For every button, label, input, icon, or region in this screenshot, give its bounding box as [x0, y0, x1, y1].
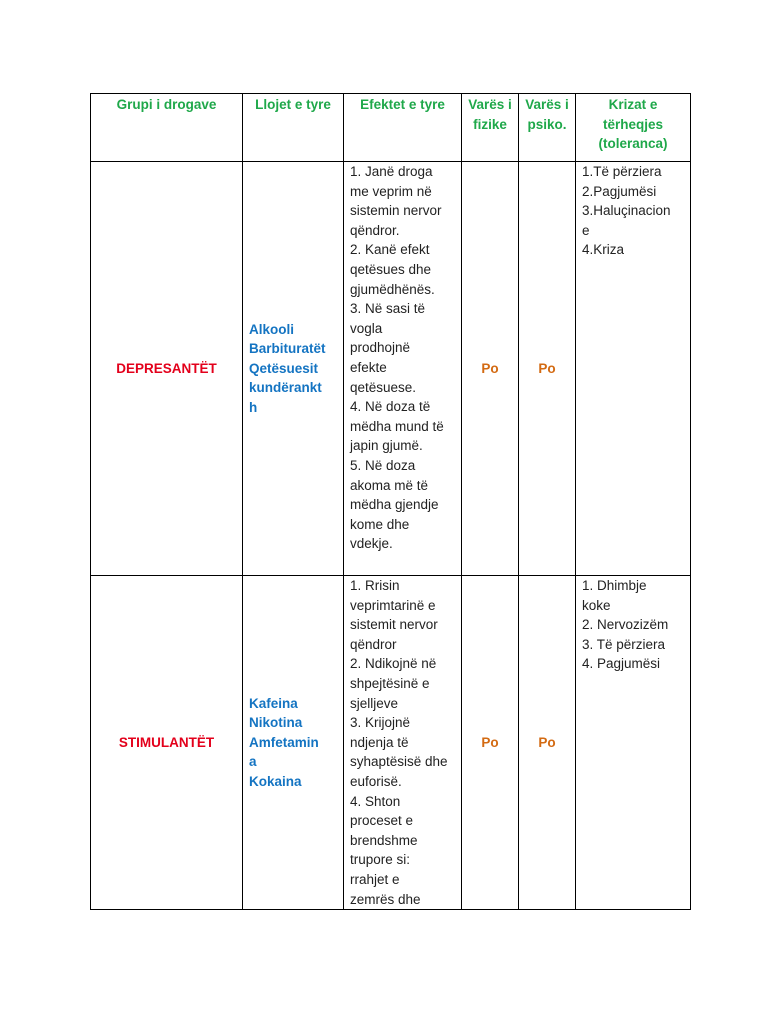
cell-line: 1.Të përziera [582, 164, 662, 179]
cell-line: brendshme [350, 832, 418, 848]
cell-line: 4. Pagjumësi [582, 656, 661, 672]
cell-line: syhaptësisë dhe [350, 754, 448, 770]
cell-line: mëdha mund të [350, 418, 444, 434]
cell-line: sjelljeve [350, 695, 399, 711]
cell-line: 4. Në doza të [350, 399, 431, 415]
cell-line: koke [582, 597, 611, 613]
cell-line: qëndror [350, 636, 397, 652]
header-group: Grupi i drogave [91, 94, 243, 162]
cell-line: 3. Të përziera [582, 636, 666, 652]
cell-line: sistemin nervor [350, 203, 442, 219]
cell-line: 3. Krijojnë [350, 715, 411, 731]
psychological-dependence-cell: Po [519, 162, 576, 576]
cell-line: proceset e [350, 813, 414, 829]
group-cell: STIMULANTËT [91, 576, 243, 910]
cell-line: zemrës dhe [350, 891, 421, 907]
cell-line: 4.Kriza [582, 242, 625, 258]
cell-line: sistemit nervor [350, 617, 438, 633]
cell-line: veprimtarinë e [350, 597, 436, 613]
cell-line: 1. Rrisin [350, 578, 400, 593]
cell-line: ndjenja të [350, 734, 409, 750]
cell-line: 4. Shton [350, 793, 401, 809]
cell-line: qetësues dhe [350, 261, 432, 277]
psychological-dependence-cell: Po [519, 576, 576, 910]
cell-line: 2. Kanë efekt [350, 242, 430, 258]
header-row [91, 94, 691, 162]
cell-line: efekte [350, 359, 387, 375]
cell-line: rrahjet e [350, 871, 400, 887]
cell-line: mëdha gjendje [350, 497, 439, 513]
cell-line: kome dhe [350, 516, 410, 532]
types-cell: Alkooli Barbituratët Qetësuesit kundërankt h [243, 162, 344, 576]
cell-line: 2. Ndikojnë në [350, 656, 437, 672]
cell-line: prodhojnë [350, 340, 411, 356]
physical-dependence-cell: Po [462, 576, 519, 910]
effects-cell [344, 576, 462, 910]
cell-line: qëndror. [350, 222, 400, 238]
physical-dependence-cell: Po [462, 162, 519, 576]
cell-line: 2. Nervozizëm [582, 617, 669, 633]
effects-cell [344, 162, 462, 576]
withdrawal-cell [576, 162, 691, 576]
cell-line: e [582, 222, 590, 238]
drug-groups-table [90, 93, 691, 910]
cell-line: shpejtësinë e [350, 675, 430, 691]
cell-line: vdekje. [350, 536, 393, 552]
cell-line: 2.Pagjumësi [582, 183, 657, 199]
cell-line: qetësuese. [350, 379, 417, 395]
header-withdrawal: Krizat e tërheqjes (toleranca) [576, 94, 691, 162]
cell-line: akoma më të [350, 477, 429, 493]
cell-line: gjumëdhënës. [350, 281, 435, 297]
header-physical-dependence: Varës i fizike [462, 94, 519, 162]
table-row [91, 576, 691, 910]
cell-line: japin gjumë. [350, 438, 423, 454]
types-cell: Kafeina Nikotina Amfetamin a Kokaina [243, 576, 344, 910]
cell-line: trupore si: [350, 852, 411, 868]
withdrawal-cell [576, 576, 691, 910]
cell-line: vogla [350, 320, 383, 336]
cell-line: 1. Dhimbje [582, 578, 647, 593]
cell-line: 1. Janë droga [350, 164, 433, 179]
cell-line: 5. Në doza [350, 457, 416, 473]
cell-line: 3. Në sasi të [350, 301, 426, 317]
group-cell: DEPRESANTËT [91, 162, 243, 576]
table-row [91, 162, 691, 576]
cell-line: me veprim në [350, 183, 432, 199]
header-types: Llojet e tyre [243, 94, 344, 162]
cell-line: euforisë. [350, 773, 402, 789]
header-effects: Efektet e tyre [344, 94, 462, 162]
header-psychological-dependence: Varës i psiko. [519, 94, 576, 162]
cell-line: 3.Haluçinacion [582, 203, 671, 219]
